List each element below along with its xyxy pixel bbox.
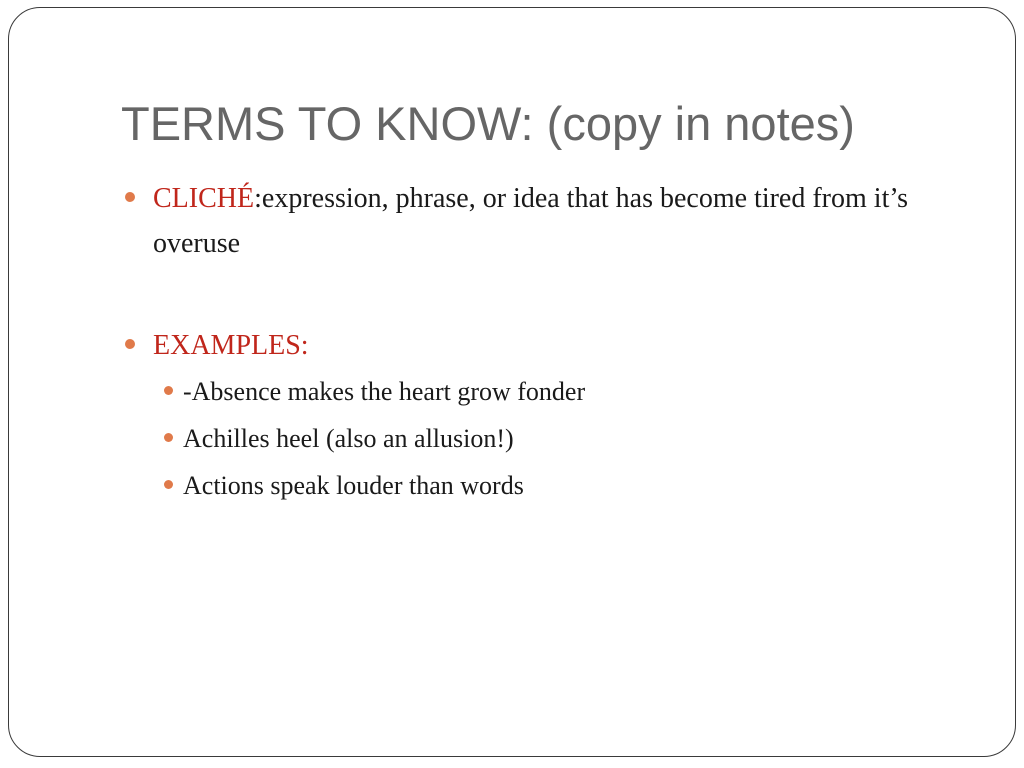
example-text: Actions speak louder than words xyxy=(183,471,524,500)
term-label: CLICHÉ xyxy=(153,183,255,214)
bullet-dot-icon xyxy=(125,339,135,349)
slide-title: TERMS TO KNOW: (copy in notes) xyxy=(121,97,855,150)
slide-frame xyxy=(8,7,1016,757)
bullet-item-examples xyxy=(121,323,951,368)
slide-content xyxy=(121,176,951,509)
bullet-dot-icon xyxy=(125,192,135,202)
example-item xyxy=(121,415,951,462)
example-item xyxy=(121,368,951,415)
term-definition: :expression, phrase, or idea that has become tired from it’s overuse xyxy=(153,183,909,259)
example-item xyxy=(121,462,951,509)
bullet-dot-icon xyxy=(164,386,173,395)
bullet-dot-icon xyxy=(164,433,173,442)
examples-heading: EXAMPLES: xyxy=(153,330,309,361)
example-text: Achilles heel (also an allusion!) xyxy=(183,424,514,453)
bullet-item-cliche xyxy=(121,176,951,266)
example-text: -Absence makes the heart grow fonder xyxy=(183,377,586,406)
spacer xyxy=(121,266,951,323)
bullet-dot-icon xyxy=(164,480,173,489)
